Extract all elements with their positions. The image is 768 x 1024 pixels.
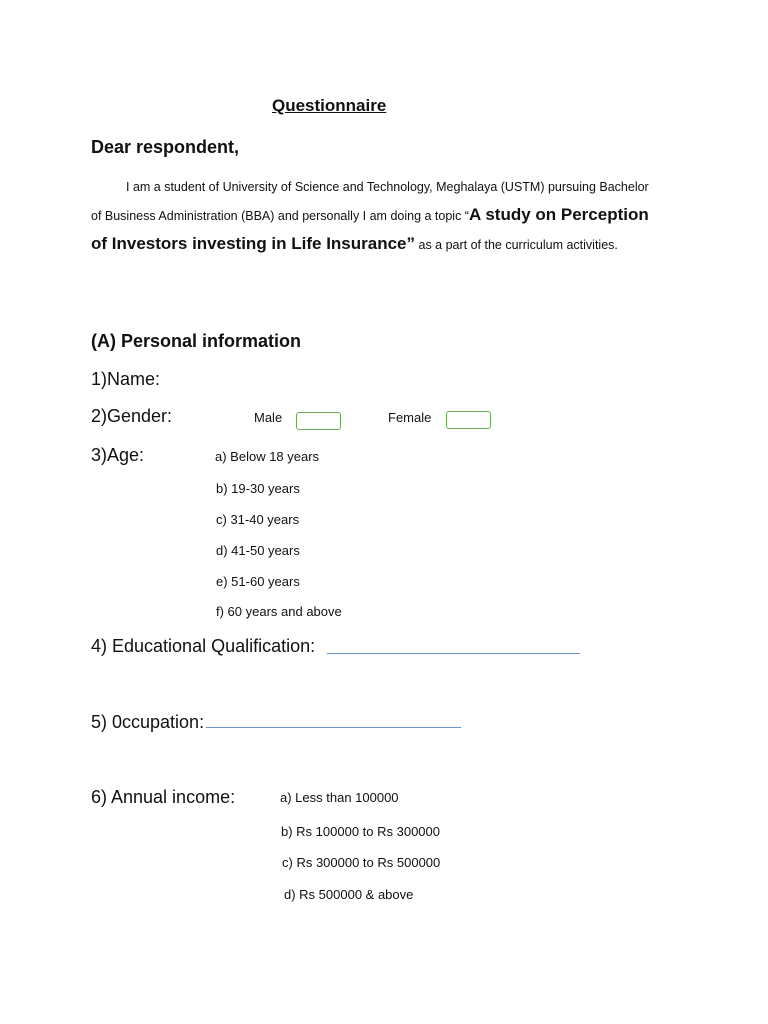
- income-question-label: 6) Annual income:: [91, 787, 236, 807]
- income-option: d) Rs 500000 & above: [284, 887, 414, 902]
- occupation-question-label: 5) 0ccupation:: [91, 712, 205, 732]
- age-option: f) 60 years and above: [216, 604, 342, 619]
- page-title: Questionnaire: [272, 96, 387, 115]
- gender-male-checkbox[interactable]: [296, 412, 341, 430]
- income-option: c) Rs 300000 to Rs 500000: [282, 855, 441, 870]
- intro-paragraph: [91, 174, 661, 259]
- section-heading: (A) Personal information: [91, 331, 302, 351]
- education-answer-line[interactable]: [327, 653, 580, 654]
- income-option: b) Rs 100000 to Rs 300000: [281, 824, 440, 839]
- name-question-label: 1)Name:: [91, 369, 161, 389]
- occupation-answer-line[interactable]: [206, 727, 461, 728]
- age-option: d) 41-50 years: [216, 543, 300, 558]
- age-option: b) 19-30 years: [216, 481, 300, 496]
- education-question-label: 4) Educational Qualification:: [91, 636, 316, 656]
- gender-option-male-label: Male: [254, 410, 283, 425]
- salutation: Dear respondent,: [91, 137, 240, 157]
- age-option: a) Below 18 years: [215, 449, 320, 464]
- gender-question-label: 2)Gender:: [91, 406, 173, 426]
- income-option: a) Less than 100000: [280, 790, 399, 805]
- gender-option-female-label: Female: [388, 410, 432, 425]
- gender-female-checkbox[interactable]: [446, 411, 491, 429]
- age-question-label: 3)Age:: [91, 445, 145, 465]
- intro-topic: A study on Perception of Investors investing in Life Insurance”: [91, 205, 649, 253]
- intro-text-before: I am a student of University of Science and Technology, Meghalaya (USTM) pursuing Bachelor of Business Administration (BBA) and personally I am doing a topic “: [91, 180, 649, 223]
- age-option: c) 31-40 years: [216, 512, 300, 527]
- intro-text-after: as a part of the curriculum activities.: [415, 238, 618, 252]
- age-option: e) 51-60 years: [216, 574, 300, 589]
